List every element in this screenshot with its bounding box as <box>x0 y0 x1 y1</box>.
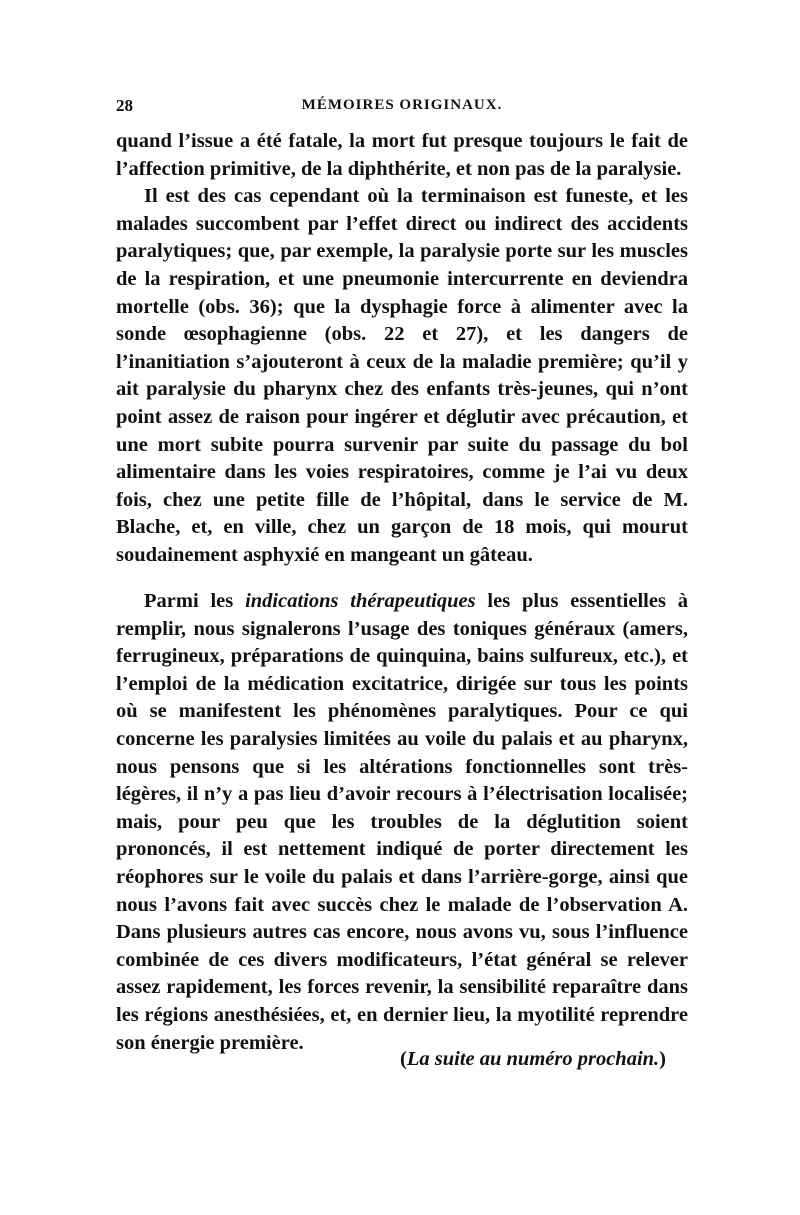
text-block-top <box>116 128 688 570</box>
paragraph-2: Il est des cas cependant où la terminaison est funeste, et les malades succombent par l’effet direct ou indirect des accidents paralytiques; que, par exemple, la paralysie porte sur les muscles de la respiration, et une pneumonie intercurrente en deviendra mortelle (obs. 36); que la dysphagie force à alimenter avec la sonde œsophagienne (obs. 22 et 27), et les dangers de l’inanitiation s’ajouteront à ceux de la maladie première; qu’il y ait paralysie du pharynx chez des enfants très-jeunes, qui n’ont point assez de raison pour ingérer et déglutir avec précaution, et une mort subite pourra survenir par suite du passage du bol alimentaire dans les voies respiratoires, comme je l’ai vu deux fois, chez une petite fille de l’hôpital, dans le service de M. Blache, et, en ville, chez un garçon de 18 mois, qui mourut soudainement asphyxié en mangeant un gâteau. <box>116 185 688 566</box>
continuation-open-paren: ( <box>400 1048 407 1070</box>
paragraph-3-lead: Parmi les <box>144 590 234 612</box>
page-header <box>116 96 688 120</box>
paragraph-3-italic: indications thérapeutiques <box>245 590 476 612</box>
paragraph-3 <box>116 588 688 1057</box>
continuation-note <box>116 1048 688 1071</box>
paragraph-3-rest: les plus essentielles à remplir, nous signalerons l’usage des toniques généraux (amers, ferrugineux, préparations de quinquina, bains sulfureux, etc.), et l’emploi de la médication excitatrice, dirigée sur tous les points où se manifestent les phénomènes paralytiques. Pour ce qui concerne les paralysies limitées au voile du palais et au pharynx, nous pensons que si les altérations fonctionnelles sont très-légères, il n’y a pas lieu d’avoir recours à l’électrisation localisée; mais, pour peu que les troubles de la déglutition soient prononcés, il est nettement indiqué de porter directement les réophores sur le voile du palais et dans l’arrière-gorge, ainsi que nous l’avons fait avec succès chez le malade de l’observation A. Dans plusieurs autres cas encore, nous avons vu, sous l’influence combinée de ces divers modificateurs, l’état général se relever assez rapidement, les forces revenir, la sensibilité reparaître dans les régions anesthésiées, et, en dernier lieu, la myotilité reprendre son énergie première. <box>116 590 689 1054</box>
running-head: MÉMOIRES ORIGINAUX. <box>301 97 503 113</box>
continuation-text: La suite au numéro prochain. <box>406 1048 660 1070</box>
paragraph-1: quand l’issue a été fatale, la mort fut presque toujours le fait de l’affection primitive, de la diphthérite, et non pas de la paralysie. <box>116 130 688 180</box>
page-number: 28 <box>116 96 133 115</box>
continuation-close-paren: ) <box>659 1048 666 1070</box>
text-block-bottom <box>116 588 688 1057</box>
